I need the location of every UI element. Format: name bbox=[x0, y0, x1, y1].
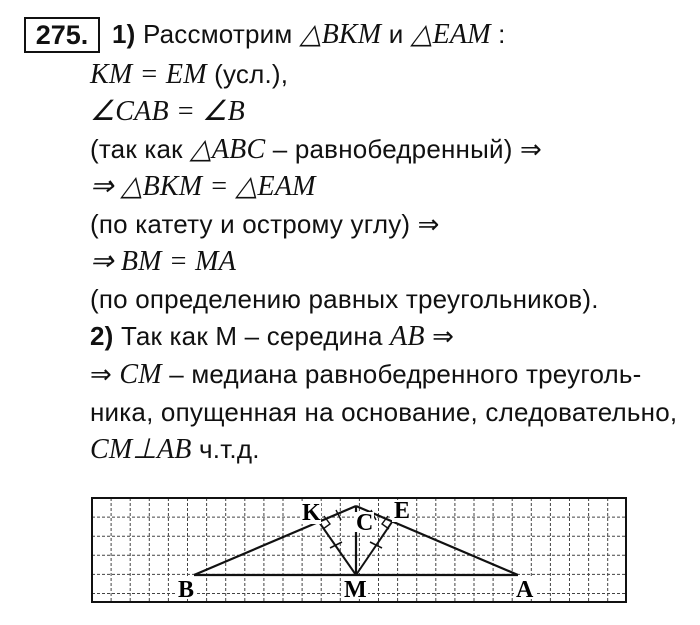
line-6 bbox=[90, 208, 440, 240]
and-word: и bbox=[381, 19, 411, 49]
triangle-figure bbox=[90, 496, 630, 604]
label-b: B bbox=[178, 577, 195, 603]
line-1 bbox=[112, 18, 506, 51]
line2-text: (усл.), bbox=[206, 59, 289, 89]
line12-text: ч.т.д. bbox=[191, 434, 260, 464]
cm-perp-ab: CM⊥AB bbox=[90, 434, 192, 465]
part2-label: 2) bbox=[90, 321, 114, 351]
label-c: C bbox=[356, 510, 374, 536]
line-12 bbox=[90, 433, 260, 466]
line1-text: Рассмотрим bbox=[135, 19, 300, 49]
segment-cm: CM bbox=[119, 359, 162, 390]
line-2 bbox=[90, 58, 288, 91]
line-4 bbox=[90, 133, 542, 166]
line-5 bbox=[90, 170, 316, 203]
line8-text: (по определению равных треугольников). bbox=[90, 284, 599, 314]
line4-post: – равнобедренный) ⇒ bbox=[265, 134, 542, 164]
line10-arrow: ⇒ bbox=[90, 359, 120, 389]
bm-eq-ma: ⇒ BM = MA bbox=[90, 246, 237, 277]
part1-label: 1) bbox=[112, 19, 136, 49]
label-k: K bbox=[302, 500, 321, 526]
km-eq-em: KM = EM bbox=[90, 59, 207, 90]
line-7 bbox=[90, 245, 236, 278]
line-10 bbox=[90, 358, 642, 391]
triangles-equal: ⇒ △BKM = △EAM bbox=[90, 171, 316, 202]
segment-m-k bbox=[319, 522, 356, 575]
line6-text: (по катету и острому углу) ⇒ bbox=[90, 209, 440, 239]
line-8 bbox=[90, 283, 599, 315]
triangle-abc: △ABC bbox=[190, 134, 266, 165]
label-m: M bbox=[344, 577, 367, 603]
colon: : bbox=[490, 19, 506, 49]
label-e: E bbox=[394, 498, 411, 524]
triangle-eam: △EAM bbox=[410, 19, 491, 50]
line-3 bbox=[90, 95, 245, 128]
line10-text: – медиана равнобедренного треуголь- bbox=[161, 359, 642, 389]
line11-text: ника, опущенная на основание, следовательно, bbox=[90, 397, 678, 427]
line9-text: Так как M – середина bbox=[113, 321, 391, 351]
angle-equality: ∠CAB = ∠B bbox=[90, 96, 245, 127]
line-11 bbox=[90, 396, 677, 428]
line-9 bbox=[90, 320, 454, 353]
problem-number-box: 275. bbox=[24, 17, 100, 53]
triangle-bkm: △BKM bbox=[299, 19, 382, 50]
line9-arrow: ⇒ bbox=[424, 321, 455, 351]
segment-ab: AB bbox=[390, 321, 425, 352]
label-a: A bbox=[516, 577, 534, 603]
line4-pre: (так как bbox=[90, 134, 191, 164]
